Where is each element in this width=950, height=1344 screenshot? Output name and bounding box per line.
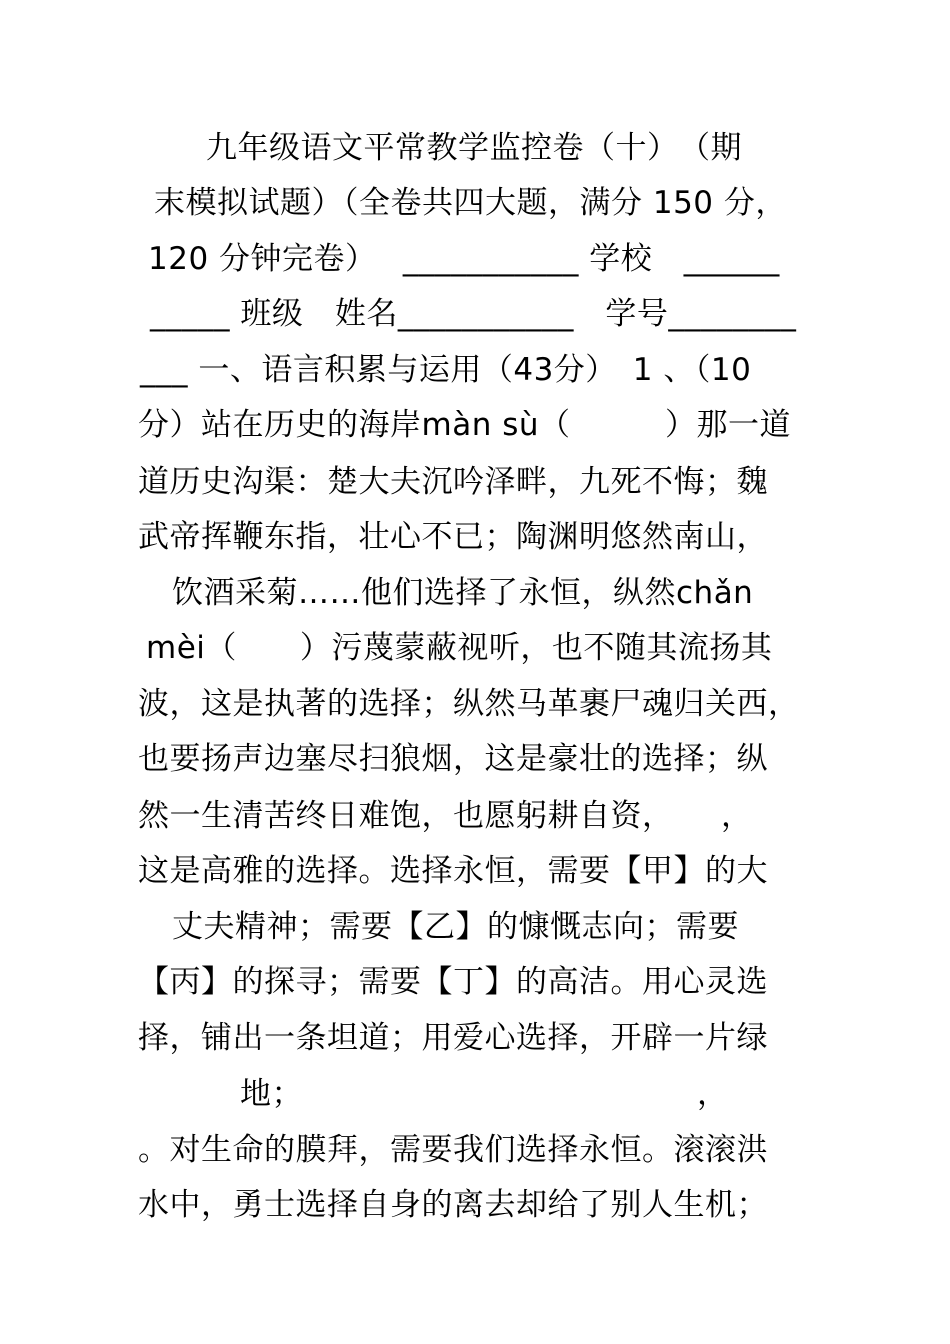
text-line-19: 。对生命的膜拜，需要我们选择永恒。滚滚洪 bbox=[138, 1132, 768, 1168]
text-line-3: 120 分钟完卷） ___________ 学校 ______ bbox=[148, 241, 780, 277]
text-line-15: 丈夫精神；需要【乙】的慷慨志向；需要 bbox=[172, 909, 739, 945]
text-line-14: 这是高雅的选择。选择永恒，需要【甲】的大 bbox=[138, 853, 768, 889]
text-line-2: 末模拟试题）（全卷共四大题，满分 150 分， bbox=[154, 185, 787, 221]
text-line-13: 然一生清苦终日难饱，也愿躬耕自资， ， bbox=[138, 798, 753, 834]
text-line-6: 分）站在历史的海岸màn sù（ ）那一道 bbox=[138, 407, 791, 443]
text-line-16: 【丙】的探寻；需要【丁】的高洁。用心灵选 bbox=[138, 964, 768, 1000]
text-line-9: 饮酒采菊……他们选择了永恒，纵然chǎn bbox=[172, 575, 754, 611]
text-line-12: 也要扬声边塞尽扫狼烟，这是豪壮的选择；纵 bbox=[138, 741, 768, 777]
text-line-1: 九年级语文平常教学监控卷（十） （期 bbox=[206, 130, 742, 166]
text-line-11: 波，这是执著的选择；纵然马革裹尸魂归关西， bbox=[138, 686, 800, 722]
text-line-4: _____ 班级 姓名___________ 学号________ bbox=[150, 296, 797, 332]
text-line-18: 地； ， bbox=[240, 1076, 729, 1112]
text-line-8: 武帝挥鞭东指，壮心不已；陶渊明悠然南山， bbox=[138, 519, 768, 555]
text-line-10: mèi（ ）污蔑蒙蔽视听，也不随其流扬其 bbox=[146, 630, 773, 666]
text-line-5: ___ 一、语言积累与运用（43分） 1 、（10 bbox=[140, 352, 752, 388]
text-line-17: 择，铺出一条坦道；用爱心选择，开辟一片绿 bbox=[138, 1020, 768, 1056]
text-line-7: 道历史沟渠：楚大夫沉吟泽畔，九死不悔；魏 bbox=[138, 464, 768, 500]
text-line-20: 水中，勇士选择自身的离去却给了别人生机； bbox=[138, 1187, 768, 1223]
